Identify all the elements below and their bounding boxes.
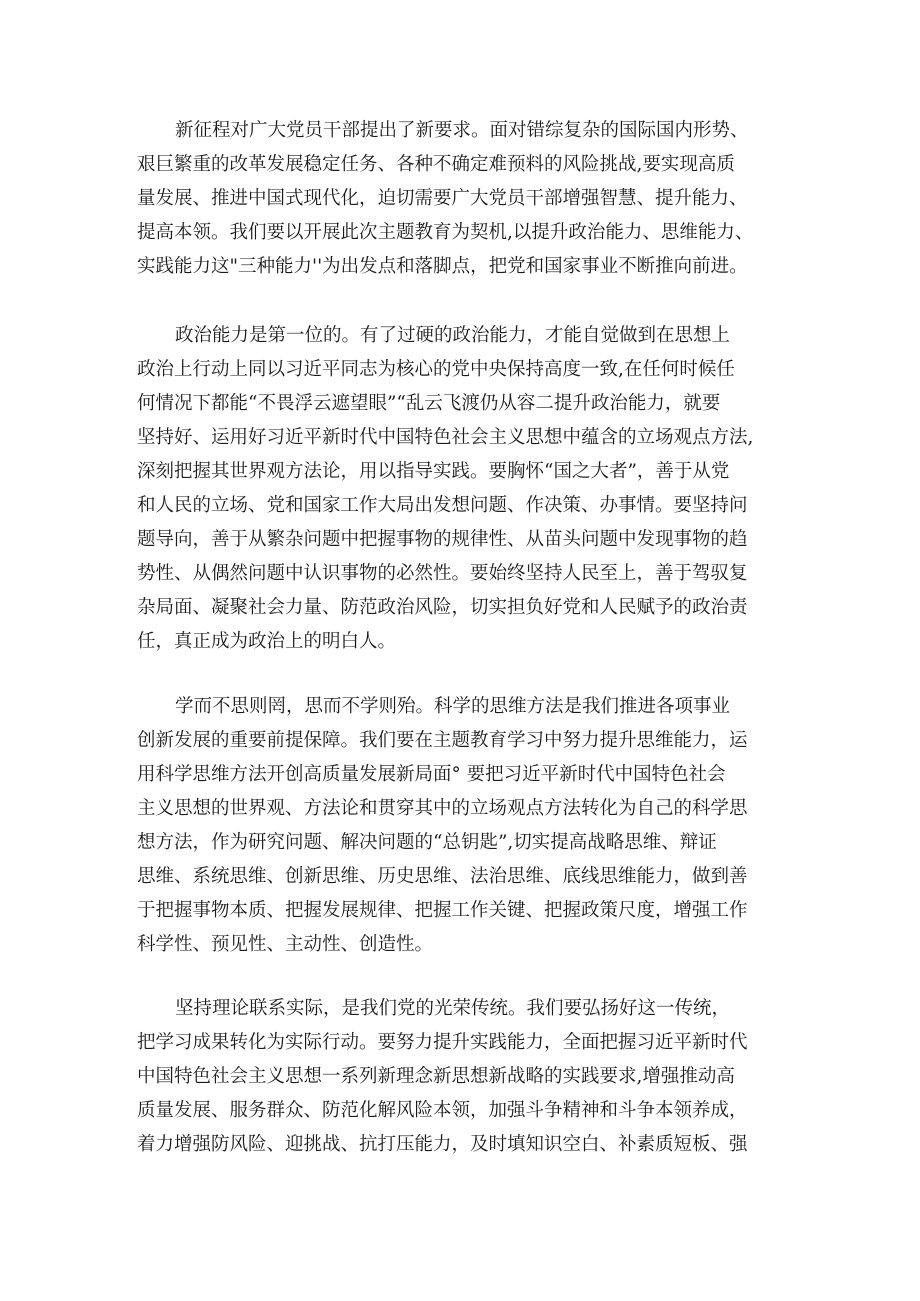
text-line: 学而不思则罔，思而不学则殆。科学的思维方法是我们推进各项事业 bbox=[175, 696, 731, 717]
text-line: 量发展、推进中国式现代化，迫切需要广大党员干部增强智慧、提升能力、 bbox=[137, 188, 748, 209]
text-line: 主义思想的世界观、方法论和贯穿其中的立场观点方法转化为自己的科学思 bbox=[137, 798, 748, 819]
text-line: 用科学思维方法开创高质量发展新局面° 要把习近平新时代中国特色社会 bbox=[137, 764, 726, 785]
text-line: 新征程对广大党员干部提出了新要求。面对错综复杂的国际国内形势、 bbox=[175, 120, 749, 141]
text-line: 题导向，善于从繁杂问题中把握事物的规律性、从苗头问题中发现事物的趋 bbox=[137, 529, 748, 550]
text-line: 任，真正成为政治上的明白人。 bbox=[137, 631, 397, 652]
text-line: 深刻把握其世界观方法论，用以指导实践。要胸怀“国之大者”，善于从党 bbox=[137, 461, 730, 482]
text-line: 中国特色社会主义思想一系列新理念新思想新战略的实践要求,增强推动高 bbox=[137, 1066, 735, 1087]
paragraph-1 bbox=[137, 114, 787, 284]
text-line: 政治上行动上同以习近平同志为核心的党中央保持高度一致,在任何时候任 bbox=[137, 359, 735, 380]
text-line: 势性、从偶然问题中认识事物的必然性。要始终坚持人民至上，善于驾驭复 bbox=[137, 563, 748, 584]
text-line: 何情况下都能“不畏浮云遮望眼”“乱云飞渡仍从容二提升政治能力，就要 bbox=[137, 393, 721, 414]
text-line: 和人民的立场、党和国家工作大局出发想问题、作决策、办事情。要坚持问 bbox=[137, 495, 748, 516]
text-line: 坚持理论联系实际，是我们党的光荣传统。我们要弘扬好这一传统， bbox=[175, 998, 731, 1019]
text-line: 杂局面、凝聚社会力量、防范政治风险，切实担负好党和人民赋予的政治责 bbox=[137, 597, 748, 618]
text-line: 想方法，作为研究问题、解决问题的“总钥匙”,切实提高战略思维、辩证 bbox=[137, 832, 717, 853]
paragraph-2 bbox=[137, 319, 787, 659]
text-line: 着力增强防风险、迎挑战、抗打压能力，及时填知识空白、补素质短板、强 bbox=[137, 1134, 748, 1155]
text-line: 科学性、预见性、主动性、创造性。 bbox=[137, 934, 434, 955]
text-line: 于把握事物本质、把握发展规律、把握工作关键、把握政策尺度，增强工作 bbox=[137, 900, 748, 921]
text-line: 政治能力是第一位的。有了过硬的政治能力，才能自觉做到在思想上 bbox=[175, 325, 731, 346]
paragraph-4 bbox=[137, 992, 787, 1162]
paragraph-3 bbox=[137, 690, 787, 962]
text-line: 实践能力这"三种能力''为出发点和落脚点，把党和国家事业不断推向前进。 bbox=[137, 256, 748, 277]
text-line: 艰巨繁重的改革发展稳定任务、各种不确定难预料的风险挑战,要实现高质 bbox=[137, 154, 735, 175]
text-line: 创新发展的重要前提保障。我们要在主题教育学习中努力提升思维能力，运 bbox=[137, 730, 748, 751]
text-line: 质量发展、服务群众、防范化解风险本领，加强斗争精神和斗争本领养成， bbox=[137, 1100, 748, 1121]
text-line: 坚持好、运用好习近平新时代中国特色社会主义思想中蕴含的立场观点方法, bbox=[137, 427, 754, 448]
text-line: 把学习成果转化为实际行动。要努力提升实践能力，全面把握习近平新时代 bbox=[137, 1032, 748, 1053]
text-line: 提高本领。我们要以开展此次主题教育为契机,以提升政治能力、思维能力、 bbox=[137, 222, 754, 243]
text-line: 思维、系统思维、创新思维、历史思维、法治思维、底线思维能力，做到善 bbox=[137, 866, 748, 887]
